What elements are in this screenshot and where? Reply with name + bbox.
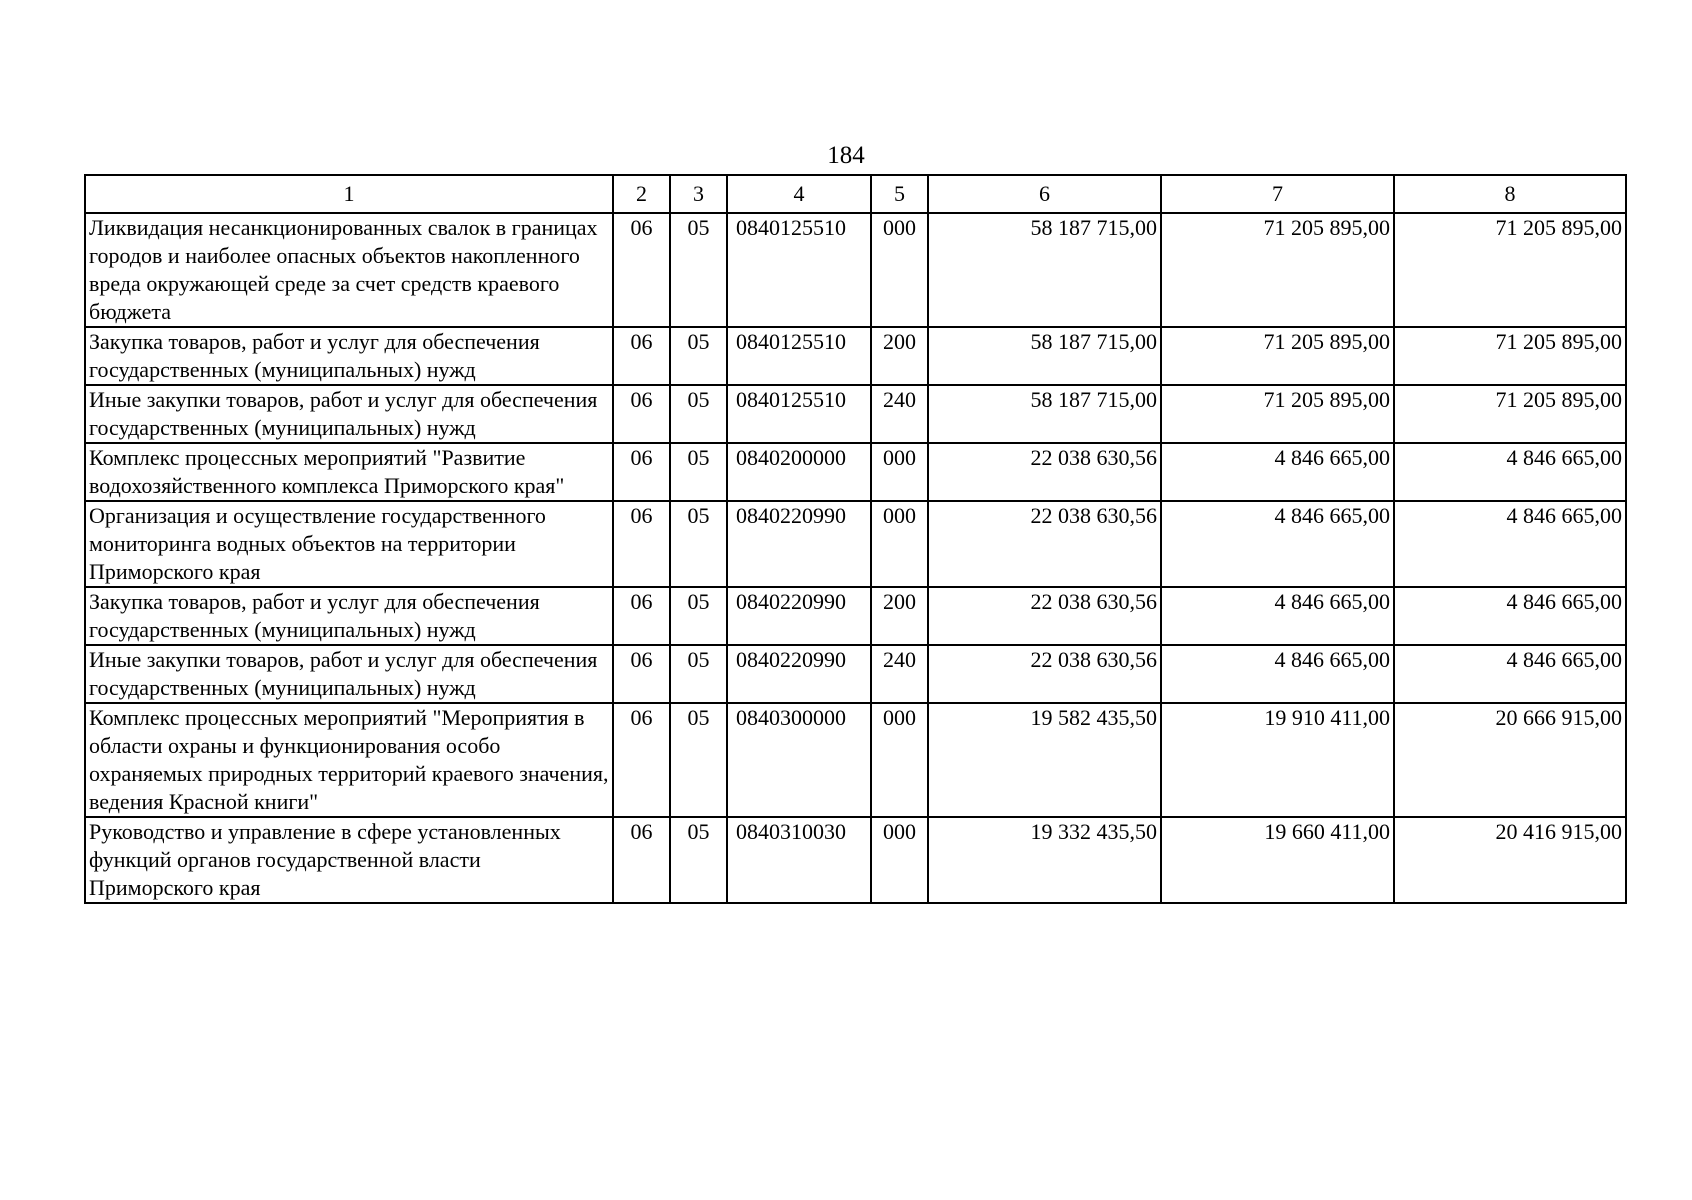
amount-col7: 71 205 895,00 xyxy=(1161,213,1394,327)
row-name: Ликвидация несанкционированных свалок в границах городов и наиболее опасных объектов накопленного вреда окружающей среде за счет средств краевого бюджета xyxy=(85,213,613,327)
subsection-code: 05 xyxy=(670,443,727,501)
expense-type-code: 240 xyxy=(871,385,928,443)
amount-col8: 4 846 665,00 xyxy=(1394,443,1626,501)
table-row xyxy=(85,213,1626,327)
amount-col8: 71 205 895,00 xyxy=(1394,327,1626,385)
section-code: 06 xyxy=(613,443,670,501)
header-row xyxy=(85,175,1626,213)
subsection-code: 05 xyxy=(670,501,727,587)
subsection-code: 05 xyxy=(670,645,727,703)
amount-col7: 4 846 665,00 xyxy=(1161,587,1394,645)
amount-col8: 4 846 665,00 xyxy=(1394,587,1626,645)
subsection-code: 05 xyxy=(670,385,727,443)
amount-col8: 71 205 895,00 xyxy=(1394,385,1626,443)
target-article-code: 0840220990 xyxy=(727,645,871,703)
table-row xyxy=(85,587,1626,645)
amount-col7: 71 205 895,00 xyxy=(1161,327,1394,385)
amount-col8: 71 205 895,00 xyxy=(1394,213,1626,327)
page-number: 184 xyxy=(827,142,865,169)
amount-col7: 19 910 411,00 xyxy=(1161,703,1394,817)
row-name: Комплекс процессных мероприятий "Мероприятия в области охраны и функционирования особо охраняемых природных территорий краевого значения, ведения Красной книги" xyxy=(85,703,613,817)
expense-type-code: 000 xyxy=(871,501,928,587)
budget-table xyxy=(84,174,1627,904)
amount-col7: 4 846 665,00 xyxy=(1161,443,1394,501)
table-row xyxy=(85,703,1626,817)
amount-col8: 4 846 665,00 xyxy=(1394,645,1626,703)
row-name: Закупка товаров, работ и услуг для обеспечения государственных (муниципальных) нужд xyxy=(85,587,613,645)
table-row xyxy=(85,645,1626,703)
expense-type-code: 240 xyxy=(871,645,928,703)
section-code: 06 xyxy=(613,327,670,385)
amount-col7: 19 660 411,00 xyxy=(1161,817,1394,903)
amount-col7: 71 205 895,00 xyxy=(1161,385,1394,443)
expense-type-code: 200 xyxy=(871,327,928,385)
column-header: 3 xyxy=(670,175,727,213)
amount-col6: 22 038 630,56 xyxy=(928,645,1161,703)
amount-col6: 19 332 435,50 xyxy=(928,817,1161,903)
expense-type-code: 000 xyxy=(871,817,928,903)
table-row xyxy=(85,817,1626,903)
section-code: 06 xyxy=(613,385,670,443)
target-article-code: 0840220990 xyxy=(727,501,871,587)
expense-type-code: 000 xyxy=(871,703,928,817)
column-header: 7 xyxy=(1161,175,1394,213)
row-name: Руководство и управление в сфере установленных функций органов государственной власти Приморского края xyxy=(85,817,613,903)
subsection-code: 05 xyxy=(670,817,727,903)
target-article-code: 0840200000 xyxy=(727,443,871,501)
expense-type-code: 200 xyxy=(871,587,928,645)
expense-type-code: 000 xyxy=(871,213,928,327)
column-header: 4 xyxy=(727,175,871,213)
section-code: 06 xyxy=(613,501,670,587)
column-header: 1 xyxy=(85,175,613,213)
amount-col7: 4 846 665,00 xyxy=(1161,501,1394,587)
target-article-code: 0840310030 xyxy=(727,817,871,903)
table-row xyxy=(85,501,1626,587)
amount-col6: 22 038 630,56 xyxy=(928,443,1161,501)
section-code: 06 xyxy=(613,587,670,645)
row-name: Иные закупки товаров, работ и услуг для обеспечения государственных (муниципальных) нужд xyxy=(85,385,613,443)
section-code: 06 xyxy=(613,817,670,903)
amount-col6: 58 187 715,00 xyxy=(928,385,1161,443)
subsection-code: 05 xyxy=(670,587,727,645)
table-row xyxy=(85,443,1626,501)
amount-col6: 19 582 435,50 xyxy=(928,703,1161,817)
column-header: 5 xyxy=(871,175,928,213)
subsection-code: 05 xyxy=(670,327,727,385)
amount-col6: 22 038 630,56 xyxy=(928,587,1161,645)
amount-col6: 58 187 715,00 xyxy=(928,213,1161,327)
row-name: Комплекс процессных мероприятий "Развитие водохозяйственного комплекса Приморского края" xyxy=(85,443,613,501)
target-article-code: 0840125510 xyxy=(727,213,871,327)
amount-col8: 20 666 915,00 xyxy=(1394,703,1626,817)
section-code: 06 xyxy=(613,703,670,817)
target-article-code: 0840220990 xyxy=(727,587,871,645)
row-name: Иные закупки товаров, работ и услуг для обеспечения государственных (муниципальных) нужд xyxy=(85,645,613,703)
column-header: 6 xyxy=(928,175,1161,213)
row-name: Организация и осуществление государственного мониторинга водных объектов на территории Приморского края xyxy=(85,501,613,587)
amount-col6: 22 038 630,56 xyxy=(928,501,1161,587)
amount-col6: 58 187 715,00 xyxy=(928,327,1161,385)
target-article-code: 0840300000 xyxy=(727,703,871,817)
target-article-code: 0840125510 xyxy=(727,385,871,443)
table-row xyxy=(85,327,1626,385)
column-header: 8 xyxy=(1394,175,1626,213)
column-header: 2 xyxy=(613,175,670,213)
section-code: 06 xyxy=(613,213,670,327)
subsection-code: 05 xyxy=(670,213,727,327)
subsection-code: 05 xyxy=(670,703,727,817)
amount-col7: 4 846 665,00 xyxy=(1161,645,1394,703)
target-article-code: 0840125510 xyxy=(727,327,871,385)
expense-type-code: 000 xyxy=(871,443,928,501)
table-row xyxy=(85,385,1626,443)
amount-col8: 4 846 665,00 xyxy=(1394,501,1626,587)
amount-col8: 20 416 915,00 xyxy=(1394,817,1626,903)
row-name: Закупка товаров, работ и услуг для обеспечения государственных (муниципальных) нужд xyxy=(85,327,613,385)
section-code: 06 xyxy=(613,645,670,703)
